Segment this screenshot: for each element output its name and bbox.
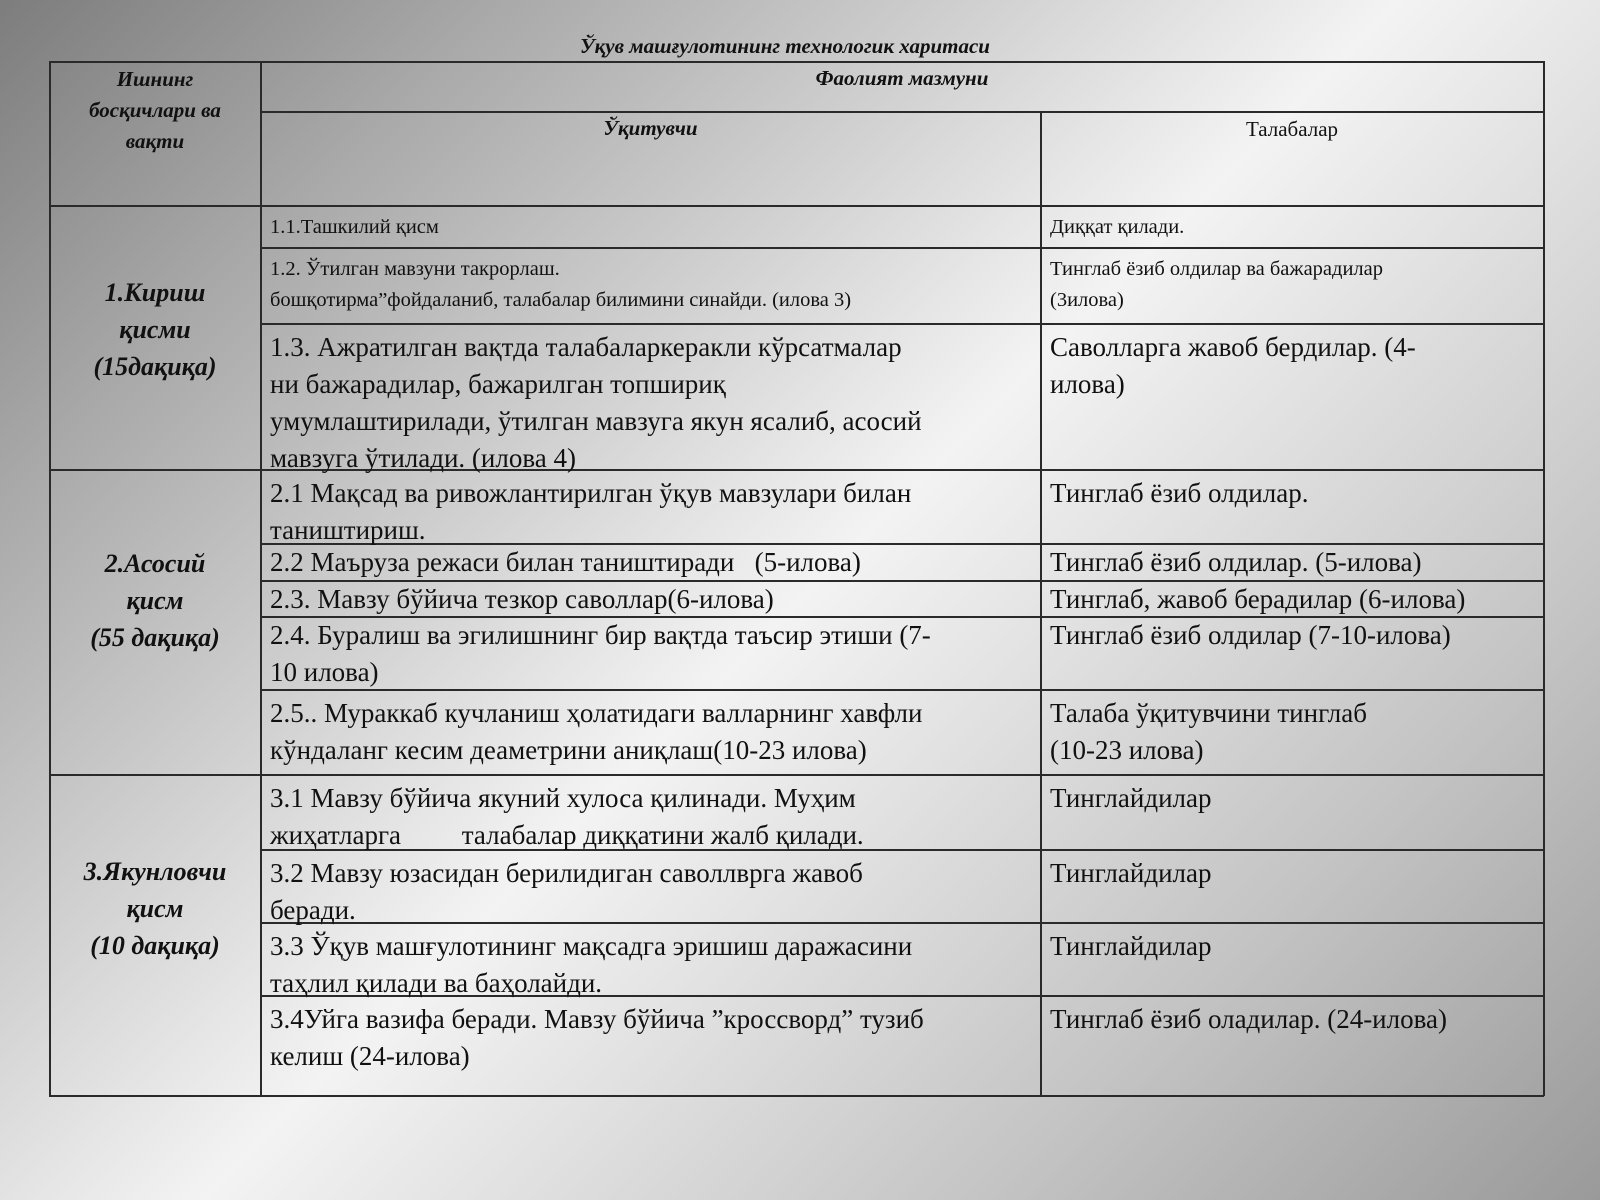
header-stages-column: Ишнинг босқичлари ва вақти xyxy=(89,67,221,153)
students-cell-2-1: Тинглаб ёзиб олдилар. xyxy=(1050,478,1309,508)
students-cell-3-3: Тинглайдилар xyxy=(1050,931,1212,961)
teacher-cell-1-1 xyxy=(261,206,1040,247)
students-text: Диққат қилади. xyxy=(1050,216,1185,238)
stage-label-main: 2.Асосий қисм (55 дақиқа) xyxy=(90,548,220,652)
teacher-cell-3-2: 3.2 Мавзу юзасидан берилидиган саволлврга жавоб беради. xyxy=(270,858,863,925)
teacher-cell-1-3: 1.3. Ажратилган вақтда талабаларкеракли кўрсатмалар ни бажарадилар, бажарилган топшириқ умумлаштирилади, ўтилган мавзуга якун ясалиб, асосий мавзуга ўтилади. (илова 4) xyxy=(270,332,922,473)
table-border-right xyxy=(1543,61,1545,1096)
students-cell-2-3: Тинглаб, жавоб берадилар (6-илова) xyxy=(1050,584,1466,614)
stage-label-intro: 1.Кириш қисми (15дақиқа) xyxy=(93,278,217,381)
teacher-cell-1-2: 1.2. Ўтилган мавзуни такрорлаш. бошқотирма”фойдаланиб, талабалар билимини синайди. (илова 3) xyxy=(270,258,852,311)
header-activity-content: Фаолият мазмуни xyxy=(815,66,989,90)
teacher-cell-2-2: 2.2 Маъруза режаси билан таништиради (5-илова) xyxy=(270,547,861,577)
teacher-cell-2-4: 2.4. Буралиш ва эгилишнинг бир вақтда таъсир этиши (7- 10 илова) xyxy=(270,620,931,687)
students-cell-2-2: Тинглаб ёзиб олдилар. (5-илова) xyxy=(1050,547,1422,577)
header-students: Талабалар xyxy=(1245,117,1339,141)
teacher-cell-3-3: 3.3 Ўқув машғулотининг мақсадга эришиш даражасини таҳлил қилади ва баҳолайди. xyxy=(270,931,913,998)
stage-label-final: 3.Якунловчи қисм (10 дақиқа) xyxy=(83,857,227,960)
students-cell-2-5: Талаба ўқитувчини тинглаб (10-23 илова) xyxy=(1050,698,1367,765)
teacher-cell-2-3: 2.3. Мавзу бўйича тезкор саволлар(6-илова) xyxy=(270,584,774,614)
teacher-cell-2-1: 2.1 Мақсад ва ривожлантирилган ўқув мавзулари билан таништириш. xyxy=(270,478,912,545)
teacher-cell-3-4: 3.4Уйга вазифа беради. Мавзу бўйича ”кроссворд” тузиб келиш (24-илова) xyxy=(270,1004,924,1071)
teacher-text: 1.1.Ташкилий қисм xyxy=(270,216,439,238)
students-cell-3-2: Тинглайдилар xyxy=(1050,858,1212,888)
students-cell-1-3: Саволларга жавоб бердилар. (4- илова) xyxy=(1050,332,1416,399)
students-cell-1-1 xyxy=(1041,206,1543,247)
students-cell-1-2: Тинглаб ёзиб олдилар ва бажарадилар (3илова) xyxy=(1050,258,1383,311)
students-cell-3-1: Тинглайдилар xyxy=(1050,783,1212,813)
teacher-cell-3-1: 3.1 Мавзу бўйича якуний хулоса қилинади. Муҳим жиҳатларга талабалар диққатини жалб қилади. xyxy=(270,783,864,850)
teacher-cell-2-5: 2.5.. Мураккаб кучланиш ҳолатидаги валларнинг хавфли кўндаланг кесим деаметрини аниқлаш(10-23 илова) xyxy=(270,698,923,765)
students-cell-2-4: Тинглаб ёзиб олдилар (7-10-илова) xyxy=(1050,620,1451,650)
students-cell-3-4: Тинглаб ёзиб оладилар. (24-илова) xyxy=(1050,1004,1447,1034)
page-title: Ўқув машғулотининг технологик харитаси xyxy=(580,34,990,58)
header-teacher: Ўқитувчи xyxy=(603,116,698,140)
table-border-bottom xyxy=(49,1095,1544,1097)
